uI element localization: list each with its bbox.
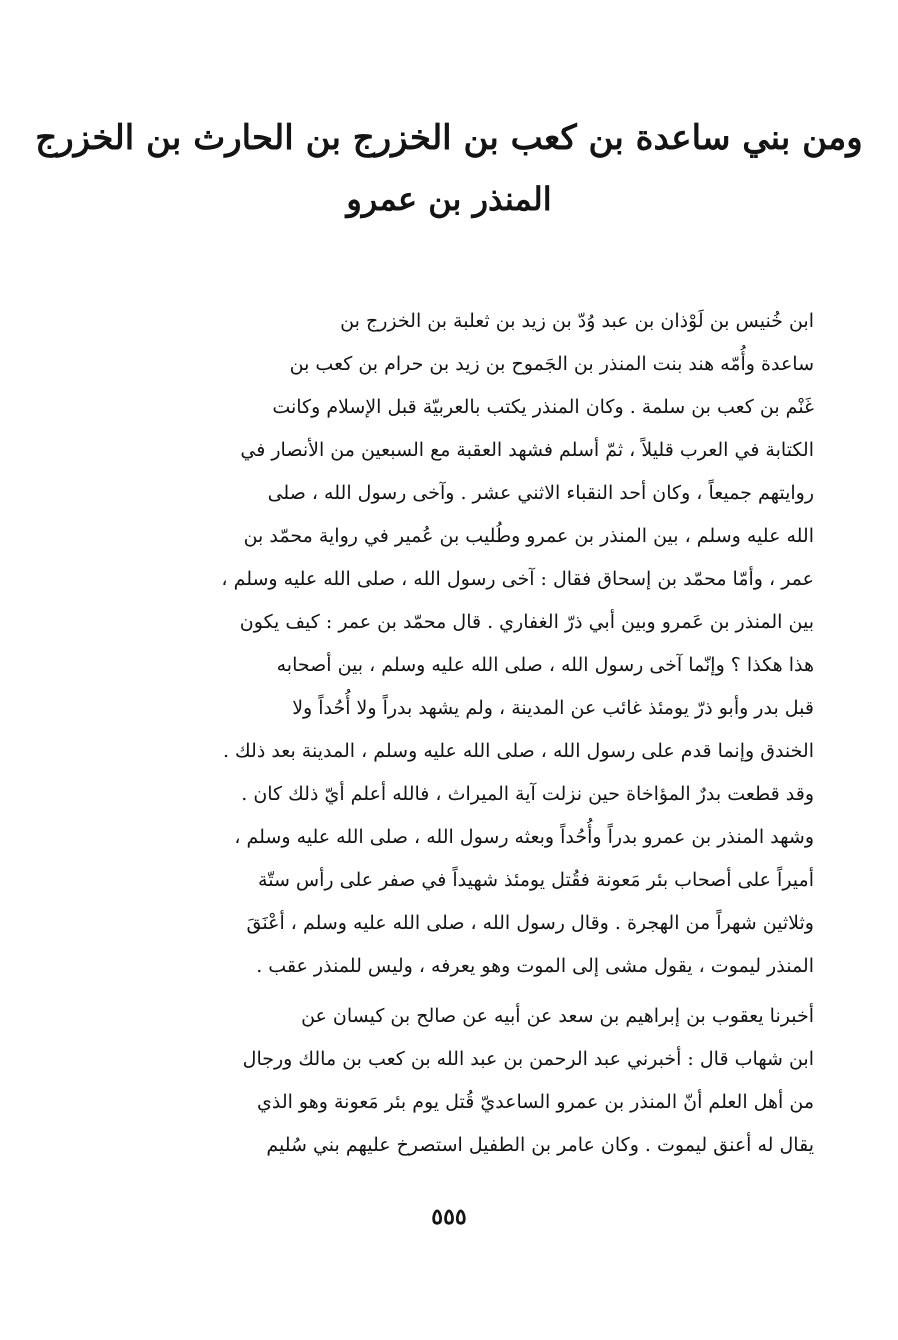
text-line: غَنْم بن كعب بن سلمة . وكان المنذر يكتب بالعربيّة قبل الإسلام وكانت [272,396,814,418]
text-line: أخبرنا يعقوب بن إبراهيم بن سعد عن أبيه عن صالح بن كيسان عن [301,1005,814,1027]
text-line: عمر ، وأمّا محمّد بن إسحاق فقال : آخى رسول الله ، صلى الله عليه وسلم ، [221,568,814,590]
text-line: وقد قطعت بدرٌ المؤاخاة حين نزلت آية الميراث ، فالله أعلم أيّ ذلك كان . [241,783,814,805]
text-line: الله عليه وسلم ، بين المنذر بن عمرو وطُليب بن عُمير في رواية محمّد بن [243,525,814,547]
page-number: ٥٥٥ [431,1204,467,1230]
text-line: الخندق وإنما قدم على رسول الله ، صلى الله عليه وسلم ، المدينة بعد ذلك . [222,740,814,762]
text-line: قبل بدر وأبو ذرّ يومئذ غائب عن المدينة ، ولم يشهد بدراً ولا أُحُداً ولا [292,697,814,719]
text-line: روايتهم جميعاً ، وكان أحد النقباء الاثني عشر . وآخى رسول الله ، صلى [267,482,814,504]
text-line: ساعدة وأُمّه هند بنت المنذر بن الجَموح بن زيد بن حرام بن كعب بن [289,353,814,375]
section-heading: ومن بني ساعدة بن كعب بن الخزرج بن الحارث بن الخزرج [35,118,863,158]
text-line: أميراً على أصحاب بئر مَعونة فقُتل يومئذ شهيداً في صفر على رأس ستّة [258,869,814,891]
text-line: من أهل العلم أنّ المنذر بن عمرو الساعديّ قُتل يوم بئر مَعونة وهو الذي [256,1091,814,1113]
text-line: يقال له أعنق ليموت . وكان عامر بن الطفيل استصرخ عليهم بني سُليم [266,1134,814,1156]
text-line: وثلاثين شهراً من الهجرة . وقال رسول الله ، صلى الله عليه وسلم ، أعْنَقَ [246,912,814,934]
text-line: بين المنذر بن عَمرو وبين أبي ذرّ الغفاري . قال محمّد بن عمر : كيف يكون [239,611,814,633]
text-line: الكتابة في العرب قليلاً ، ثمّ أسلم فشهد العقبة مع السبعين من الأنصار في [240,439,814,461]
text-line: ابن شهاب قال : أخبرني عبد الرحمن بن عبد الله بن كعب بن مالك ورجال [242,1048,814,1070]
text-line: وشهد المنذر بن عمرو بدراً وأُحُداً وبعثه رسول الله ، صلى الله عليه وسلم ، [234,826,814,848]
entry-title: المنذر بن عمرو [346,180,552,218]
text-line: هذا هكذا ؟ وإنّما آخى رسول الله ، صلى الله عليه وسلم ، بين أصحابه [276,654,814,676]
text-line: ابن خُنيس بن لَوْذان بن عبد وُدّ بن زيد بن ثعلبة بن الخزرج بن [340,310,814,332]
text-line: المنذر ليموت ، يقول مشى إلى الموت وهو يعرفه ، وليس للمنذر عقب . [256,955,814,977]
